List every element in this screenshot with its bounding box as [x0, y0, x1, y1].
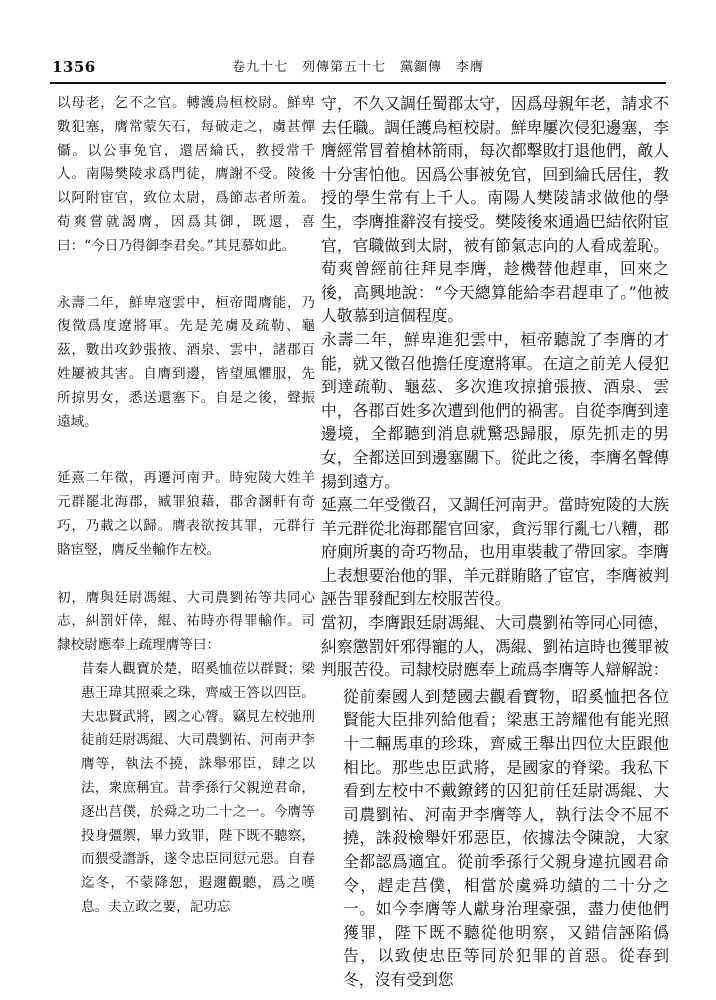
classical-text-column [57, 92, 315, 920]
translation-paragraph: 延熹二年受徵召，又調任河南尹。當時宛陵的大族羊元群從北海郡罷官回家，貪污罪行亂七八糟，郡府廁所裏的奇巧物品，也用車裝載了帶回家。李膺上表想要治他的罪，羊元群賄賂了宦官，李膺被判誣告罪發配到左校服苦役。 [321, 495, 669, 609]
classical-paragraph: 永壽二年，鮮卑寇雲中，桓帝聞膺能，乃復徵爲度遼將軍。先是羌虜及疏勒、龜茲，數出攻鈔張掖、酒泉、雲中，諸郡百姓屢被其害。自膺到邊，皆望風懼服，先所掠男女，悉送還塞下。自是之後，聲振遠域。 [57, 294, 315, 430]
translation-paragraph: 當初，李膺跟廷尉馮緄、大司農劉祐等同心同德，糾察懲罰奸邪得寵的人，馮緄、劉祐這時也獲罪被判服苦役。司隸校尉應奉上疏爲李膺等人辯解說： [321, 613, 669, 680]
classical-memorial-quote: 昔秦人觀寶於楚，昭奚恤莅以群賢；梁惠王瑋其照乘之珠，齊威王答以四臣。夫忠賢武將，國之心膂。竊見左校弛刑徒前廷尉馮緄、大司農劉祐、河南尹李膺等，執法不撓，誅舉邪臣，肆之以法，衆庶稱宜。昔季孫行父親逆君命，逐出莒僕，於舜之功二十之一。今膺等投身彊禦，畢力致罪，陛下既不聽察，而猥受譖訴，遂令忠臣同愆元惡。自春迄冬，不蒙降恕，遐邇觀聽，爲之嘆息。夫立政之要，記功忘 [81, 660, 315, 915]
translation-memorial-quote: 從前秦國人到楚國去觀看寶物，昭奚恤把各位賢能大臣排列給他看；梁惠王誇耀他有能光照十二輛馬車的珍珠，齊威王舉出四位大臣跟他相比。那些忠臣武將，是國家的脊梁。我私下看到左校中不戴鐐銬的囚犯前任廷尉馮緄、大司農劉祐、河南尹李膺等人，執行法令不屈不撓，誅殺檢舉奸邪惡臣，依據法令陳說，大家全都認爲適宜。從前季孫行父親身違抗國君命令，趕走莒僕，相當於虞舜功績的二十分之一。如今李膺等人獻身治理豪强，盡力使他們獲罪，陛下既不聽從他明察，又錯信誣陷僞告，以致使忠臣等同於犯罪的首惡。從春到冬，沒有受到您 [343, 686, 669, 989]
classical-paragraph: 延熹二年徵，再遷河南尹。時宛陵大姓羊元群罷北海郡，臧罪狼藉，郡舍溷軒有奇巧，乃載之以歸。膺表欲按其罪，元群行賂宦竪，膺反坐輸作左校。 [57, 470, 315, 558]
translation-paragraph: 永壽二年，鮮卑進犯雲中，桓帝聽說了李膺的才能，就又徵召他擔任度遼將軍。在這之前羌人侵犯到達疏勒、龜茲、多次進攻掠搶張掖、酒泉、雲中，各郡百姓多次遭到他們的禍害。自從李膺到達邊境，全都聽到消息就驚恐歸服，原先抓走的男女，全都送回到邊塞關下。從此之後，李膺名聲傳揚到遠方。 [321, 329, 669, 491]
classical-paragraph: 初，膺與廷尉馮緄、大司農劉祐等共同心志，糾罰奸倖，緄、祐時亦得罪輸作。司隸校尉應奉上疏理膺等曰： [57, 589, 315, 654]
running-header: 卷九十七 列傳第五十七 黨錮傳 李膺 [232, 60, 485, 75]
page-number: 1356 [52, 58, 96, 76]
translation-paragraph: 守，不久又調任蜀郡太守，因爲母親年老，請求不去任職。調任護烏桓校尉。鮮卑屢次侵犯邊塞，李膺經常冒着槍林箭雨，每次都擊敗打退他們，敵人十分害怕他。因爲公事被免官，回到綸氏居住，教授的學生常有上千人。南陽人樊陵請求做他的學生，李膺推辭沒有接受。樊陵後來通過巴結依附宦官，官職做到太尉，被有節氣志向的人看成羞恥。荀爽曾經前往拜見李膺，趁機替他趕車，回來之後，高興地說：“今天總算能給李君趕車了。”他被人敬慕到這個程度。 [321, 94, 669, 326]
classical-paragraph: 以母老，乞不之官。轉護烏桓校尉。鮮卑數犯塞，膺常蒙矢石，每破走之，虜甚憚懾。以公事免官，還居綸氏，教授常千人。南陽樊陵求爲門徒，膺謝不受。陵後以阿附宦官，致位太尉，爲節志者所羞。荀爽嘗就謁膺，因爲其御，既還，喜曰：“今日乃得御李君矣。”其見慕如此。 [57, 95, 315, 254]
header-rule [50, 82, 666, 84]
translation-column [321, 92, 669, 992]
